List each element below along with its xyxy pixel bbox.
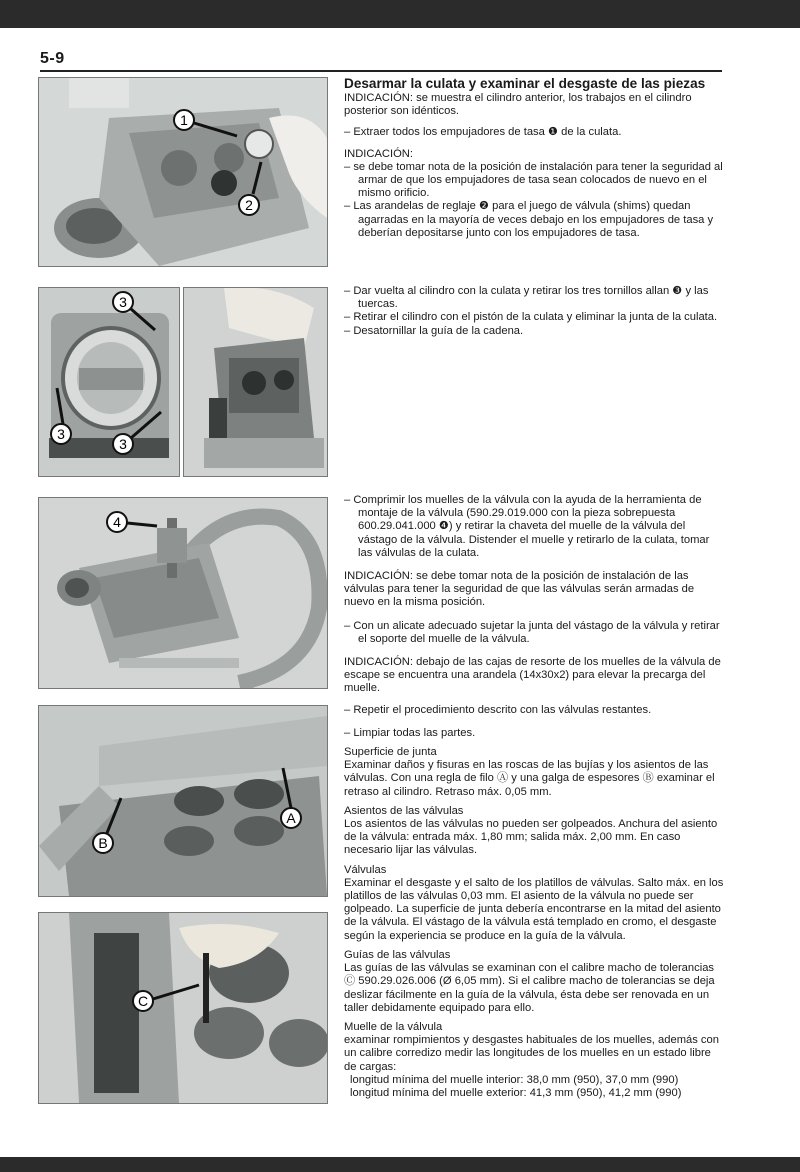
photo-cylinder-head-bucket-tappets [38,77,328,267]
spring-outer-length: longitud mínima del muelle exterior: 41,3 mm (950), 41,2 mm (990) [350,1086,682,1099]
section-valves [344,494,724,1100]
step-repeat: – Repetir el procedimiento descrito con las válvulas restantes. [344,703,652,716]
callout-C: C [137,993,149,1009]
photo-removing-cylinder [183,287,328,477]
check-body-valve-guides: Las guías de las válvulas se examinan con el calibre macho de tolerancias Ⓒ 590.29.026.006 (Ø 6,05 mm). Si el calibre macho de tolerancias se deja deslizar fácilmente en la guía de la válvula, ésta debe ser renovada en un taller debidamente equipado para ello. [344,962,715,1014]
step-remove-piston: – Retirar el cilindro con el pistón de la culata y eliminar la junta de la culata. [344,311,718,324]
note-item-shims: – Las arandelas de reglaje ❷ para el juego de válvula (shims) quedan agarradas en la mayoría de veces debajo en los empujadores de tasa y deberían depositarse junto con los empujadores de tasa. [344,200,714,239]
check-body-sealing-surface: Examinar daños y fisuras en las roscas de las bujías y los asientos de las válvulas. Con una regla de filo Ⓐ y una galga de espesores Ⓑ examinar el retraso al cilindro. Retraso máx. 0,05 mm. [344,759,715,798]
spring-inner-length: longitud mínima del muelle interior: 38,0 mm (950), 37,0 mm (990) [350,1073,679,1086]
photo-straightedge-feeler-gauge [38,705,328,897]
step-unscrew-guide: – Desatornillar la guía de la cadena. [344,324,524,337]
check-heading-sealing-surface: Superficie de junta [344,746,437,759]
header-rule [40,70,722,72]
callout-4: 4 [113,514,121,530]
step-clean: – Limpiar todas las partes. [344,726,476,739]
section-disassemble-head [344,76,724,240]
bottom-bar [0,1157,800,1172]
note-valve-position: INDICACIÓN: se debe tomar nota de la posición de instalación de las válvulas para tener la seguridad de que las válvulas serán armadas de nuevo en la misma posición. [344,570,695,609]
note-title: INDICACIÓN: [344,147,413,160]
step-pliers: – Con un alicate adecuado sujetar la junta del vástago de la válvula y retirar el soporte del muelle de la válvula. [344,619,720,645]
callout-A: A [286,810,296,826]
section-title: Desarmar la culata y examinar el desgaste de las piezas [344,76,706,91]
check-heading-valves: Válvulas [344,863,387,876]
check-heading-valve-seats: Asientos de las válvulas [344,804,464,817]
step-compress-springs: – Comprimir los muelles de la válvula con la ayuda de la herramienta de montaje de la válvula (590.29.019.000 con la pieza sobrepuesta 600.29.041.000 ❹) y retirar la chaveta del muelle de la válvula del vástago de la válvula. Distender el muelle y retirarlo de la culata, tomar las válvulas de la culata. [344,494,710,559]
note-item-position: – se debe tomar nota de la posición de instalación para tener la seguridad al armar de que los empujadores de tasa sean colocados de nuevo en el mismo orificio. [344,160,723,200]
check-heading-valve-guides: Guías de las válvulas [344,948,451,961]
photo-valve-spring-compressor [38,497,328,689]
note-front-cylinder: INDICACIÓN: se muestra el cilindro anterior, los trabajos en el cilindro posterior son idénticos. [344,92,692,118]
section-remove-cylinder [344,285,724,338]
check-body-valve-seats: Los asientos de las válvulas no pueden ser golpeados. Anchura del asiento de la válvula: entrada máx. 1,80 mm; salida máx. 2,00 mm. En caso necesario lijar las válvulas. [344,818,718,857]
callout-2: 2 [245,197,253,213]
check-body-valves: Examinar el desgaste y el salto de los platillos de válvulas. Salto máx. en los platillos de las válvulas 0,03 mm. El asiento de la válvula no puede ser golpeado. La superficie de junta debería encontrarse en la mitad del asiento de la válvula. El vástago de la válvula está templado en cromo, el desgaste según la experiencia se produce en la guía de la válvula. [344,876,724,942]
callout-3b: 3 [57,426,65,442]
step-remove-tappets: – Extraer todos los empujadores de tasa ❶ de la culata. [344,126,622,139]
photo-valve-guide-plug-gauge [38,912,328,1104]
note-washer: INDICACIÓN: debajo de las cajas de resorte de los muelles de la válvula de escape se encuentra una arandela (14x30x2) para elevar la precarga del muelle. [344,656,721,695]
page-number: 5-9 [40,50,65,67]
callout-1: 1 [180,112,188,128]
check-body-valve-spring: examinar rompimientos y desgastes habituales de los muelles, además con un calibre corredizo medir las longitudes de los muelles en un estado libre de cargas: [344,1034,719,1073]
callout-3c: 3 [119,436,127,452]
check-heading-valve-spring: Muelle de la válvula [344,1020,443,1033]
step-turn-cylinder: – Dar vuelta al cilindro con la culata y retirar los tres tornillos allan ❸ y las tuercas. [344,285,709,311]
callout-B: B [98,835,108,851]
top-bar [0,0,800,28]
photo-cylinder-allen-bolts [38,287,180,477]
callout-3a: 3 [119,294,127,310]
